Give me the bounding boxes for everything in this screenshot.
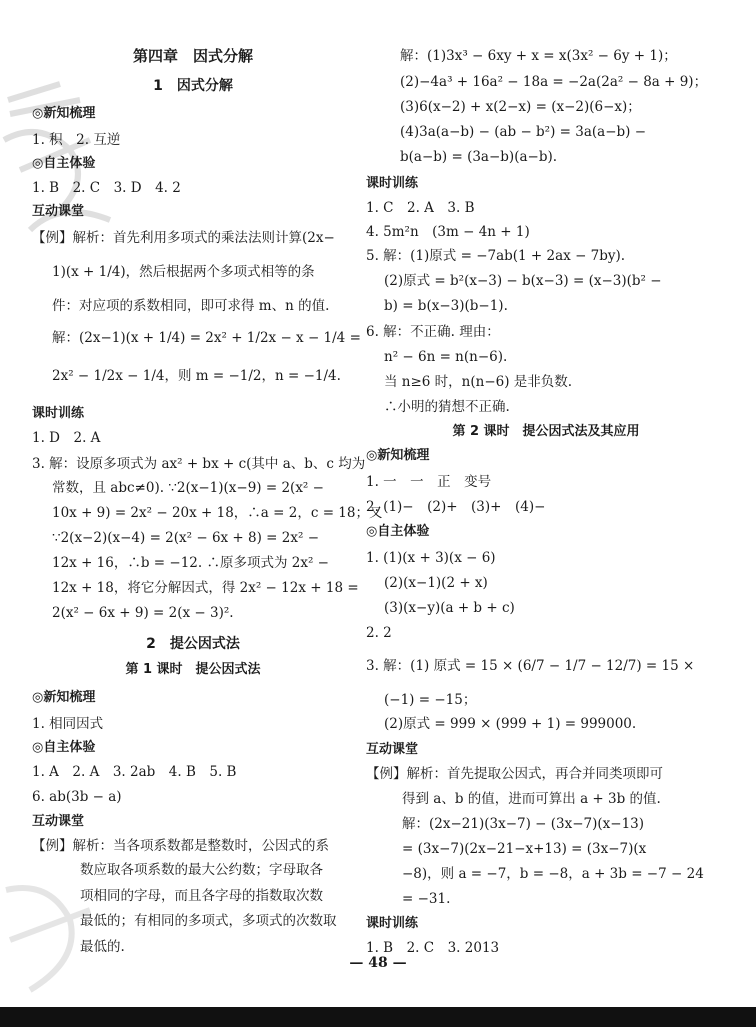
left-line: 【例】解析：首先利用多项式的乘法法则计算(2x−: [32, 230, 335, 246]
left-line: 6. ab(3b − a): [32, 789, 122, 805]
left-line: 互动课堂: [32, 204, 85, 219]
left-line: 10x + 9) = 2x² − 20x + 18，∴a = 2，c = 18；又: [52, 505, 383, 521]
left-line: 12x + 18，将它分解因式，得 2x² − 12x + 18 =: [52, 580, 359, 596]
left-line: 1. A 2. A 3. 2ab 4. B 5. B: [32, 764, 237, 780]
right-line: (2)原式 = 999 × (999 + 1) = 999000.: [384, 716, 637, 732]
right-line: 得到 a、b 的值，进而可算出 a + 3b 的值.: [402, 791, 661, 807]
page-number: — 48 —: [349, 955, 407, 971]
right-line: 1. C 2. A 3. B: [366, 200, 475, 216]
left-line: ◎自主体验: [32, 156, 96, 171]
right-line: 1. B 2. C 3. 2013: [366, 940, 500, 956]
left-line: 第 1 课时 提公因式法: [125, 662, 261, 677]
right-line: (4)3a(a−b) − (ab − b²) = 3a(a−b) −: [400, 124, 647, 140]
right-line: (−1) = −15；: [384, 692, 477, 708]
right-line: 互动课堂: [366, 742, 419, 757]
left-line: ∵2(x−2)(x−4) = 2(x² − 6x + 8) = 2x² −: [52, 530, 320, 546]
right-line: n² − 6n = n(n−6).: [384, 349, 508, 365]
right-line: 第 2 课时 提公因式法及其应用: [452, 424, 640, 439]
right-line: 【例】解析：首先提取公因式，再合并同类项即可: [366, 766, 663, 782]
left-line: 3. 解：设原多项式为 ax² + bx + c(其中 a、b、c 均为: [32, 456, 366, 472]
left-line: 1. D 2. A: [32, 430, 101, 446]
left-line: 1 因式分解: [153, 78, 233, 94]
right-line: 4. 5m²n (3m − 4n + 1): [366, 224, 530, 240]
right-line: 课时训练: [366, 176, 419, 191]
left-line: 项相同的字母，而且各字母的指数取次数: [80, 888, 323, 904]
right-line: 解：(1)3x³ − 6xy + x = x(3x² − 6y + 1)；: [400, 48, 677, 64]
right-line: 1. (1)(x + 3)(x − 6): [366, 550, 496, 566]
left-line: 1. 积 2. 互逆: [32, 132, 121, 148]
right-line: b(a−b) = (3a−b)(a−b).: [400, 149, 558, 165]
right-line: 解：(2x−21)(3x−7) − (3x−7)(x−13): [402, 816, 645, 832]
left-line: 1)(x + 1/4)，然后根据两个多项式相等的条: [52, 264, 315, 280]
left-line: 件：对应项的系数相同，即可求得 m、n 的值.: [52, 298, 330, 314]
right-line: b) = b(x−3)(b−1).: [384, 298, 508, 314]
left-line: 解：(2x−1)(x + 1/4) = 2x² + 1/2x − x − 1/4 =: [52, 330, 361, 346]
right-line: −8)，则 a = −7，b = −8，a + 3b = −7 − 24: [402, 866, 704, 882]
left-line: 第四章 因式分解: [132, 47, 253, 65]
left-line: 课时训练: [32, 406, 85, 421]
left-line: 【例】解析：当各项系数都是整数时，公因式的系: [32, 838, 329, 854]
right-line: 1. 一 一 正 变号: [366, 474, 492, 490]
left-line: 1. B 2. C 3. D 4. 2: [32, 180, 181, 196]
right-line: (2)(x−1)(2 + x): [384, 575, 488, 591]
left-line: 2x² − 1/2x − 1/4，则 m = −1/2，n = −1/4.: [52, 368, 341, 384]
left-line: ◎新知梳理: [32, 106, 96, 121]
left-line: ◎新知梳理: [32, 690, 96, 705]
right-line: 3. 解：(1) 原式 = 15 × (6/7 − 1/7 − 12/7) = 15 ×: [366, 658, 695, 674]
right-line: 2. 2: [366, 625, 392, 641]
right-line: 5. 解：(1)原式 = −7ab(1 + 2ax − 7by).: [366, 248, 626, 264]
left-line: 2(x² − 6x + 9) = 2(x − 3)².: [52, 605, 234, 621]
right-line: = (3x−7)(2x−21−x+13) = (3x−7)(x: [402, 841, 647, 857]
right-line: 2. (1)− (2)+ (3)+ (4)−: [366, 499, 546, 515]
right-line: ∴小明的猜想不正确.: [384, 399, 510, 415]
right-line: 当 n≥6 时，n(n−6) 是非负数.: [384, 374, 573, 390]
right-line: ◎新知梳理: [366, 448, 430, 463]
right-line: 6. 解：不正确. 理由：: [366, 324, 500, 340]
left-line: 2 提公因式法: [146, 636, 240, 652]
right-line: (3)(x−y)(a + b + c): [384, 600, 515, 616]
right-line: (2)原式 = b²(x−3) − b(x−3) = (x−3)(b² −: [384, 273, 662, 289]
left-line: ◎自主体验: [32, 740, 96, 755]
right-line: (2)−4a³ + 16a² − 18a = −2a(2a² − 8a + 9)；: [400, 74, 708, 90]
right-line: ◎自主体验: [366, 524, 430, 539]
left-line: 最低的；有相同的多项式，多项式的次数取: [80, 913, 337, 929]
left-line: 1. 相同因式: [32, 716, 104, 732]
left-line: 最低的.: [80, 939, 125, 955]
left-line: 数应取各项系数的最大公约数；字母取各: [80, 862, 323, 878]
right-line: 课时训练: [366, 916, 419, 931]
bottom-scan-border: [0, 1007, 756, 1027]
left-line: 常数，且 abc≠0). ∵2(x−1)(x−9) = 2(x² −: [52, 480, 324, 496]
right-line: (3)6(x−2) + x(2−x) = (x−2)(6−x)；: [400, 99, 641, 115]
left-line: 12x + 16，∴b = −12. ∴原多项式为 2x² −: [52, 555, 329, 571]
left-line: 互动课堂: [32, 814, 85, 829]
right-line: = −31.: [402, 891, 451, 907]
